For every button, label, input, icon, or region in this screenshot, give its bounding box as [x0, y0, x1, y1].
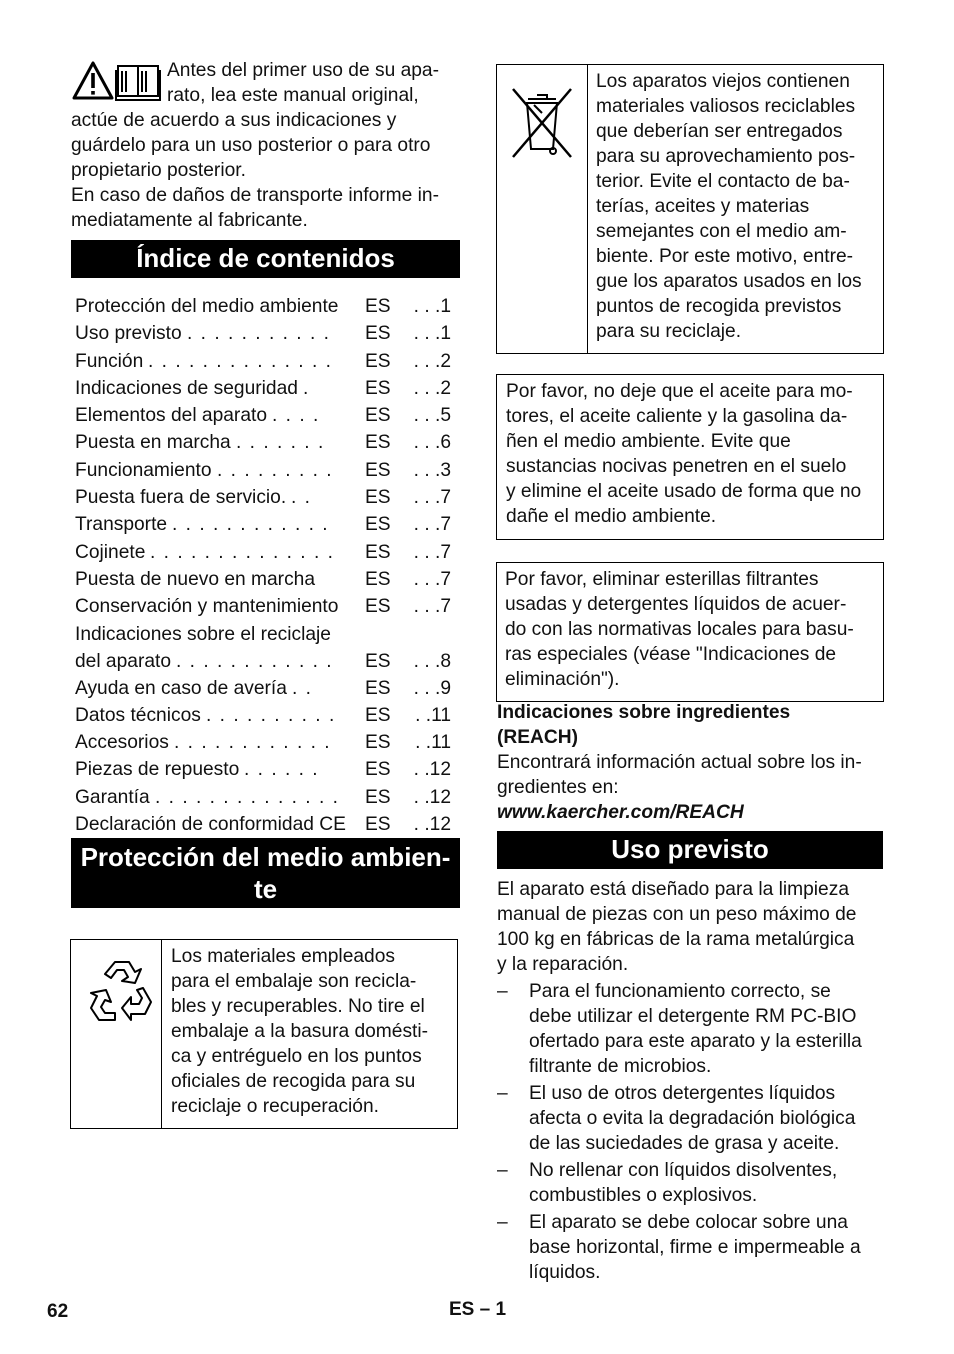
weee-text-line: para su reciclaje.: [596, 321, 742, 342]
intro-icons: [71, 58, 163, 108]
filter-text-line: ras especiales (véase "Indicaciones de: [505, 644, 837, 665]
intended-use-item: [497, 1081, 887, 1156]
manual-book-icon: [116, 66, 160, 100]
toc-entry-title: [75, 811, 346, 838]
filter-disposal-notice: [496, 562, 884, 702]
toc-entry-title-text: Indicaciones de seguridad: [75, 377, 298, 399]
toc-entry[interactable]: [75, 702, 460, 729]
toc-entry[interactable]: [75, 784, 460, 811]
intended-use-item-line: afecta o evita la degradación biológica: [529, 1108, 856, 1129]
toc-entry-leader: . . . . . . . . . .: [206, 704, 336, 726]
intended-use-item-line: debe utilizar el detergente RM PC-BIO: [529, 1006, 857, 1027]
bullet-dash: –: [497, 1212, 508, 1233]
section-page-label: [449, 1297, 506, 1322]
toc-entry[interactable]: [75, 457, 460, 484]
weee-text-line: que deberían ser entregados: [596, 121, 843, 142]
toc-entry-leader: . . . . . . . . . . . .: [174, 732, 332, 754]
toc-entry-page: . . .6: [413, 432, 451, 454]
oil-text-line: sustancias nocivas penetren en el suelo: [506, 456, 847, 477]
toc-entry[interactable]: [75, 375, 460, 402]
weee-text: [596, 69, 878, 344]
toc-entry-title-text: Declaración de conformidad CE: [75, 814, 346, 836]
oil-text-line: tores, el aceite caliente y la gasolina da-: [506, 406, 848, 427]
filter-text: [505, 567, 877, 692]
toc-entry-leader: . . . .: [272, 405, 320, 427]
toc-entry-title: [75, 429, 231, 456]
toc-entry-page: . .12: [413, 814, 451, 836]
toc-entry-title-text: Piezas de repuesto: [75, 759, 240, 781]
intended-use-item-line: El aparato se debe colocar sobre una: [529, 1212, 848, 1233]
toc-entry-title-text: Transporte: [75, 514, 168, 536]
weee-text-line: materiales valiosos reciclables: [596, 96, 856, 117]
toc-entry-page: . . .1: [413, 323, 451, 345]
toc-entry-page: . . .1: [413, 296, 451, 317]
toc-entry-title: [75, 593, 338, 620]
toc-entry-title: [75, 293, 338, 320]
recycle-icon: [71, 940, 161, 1128]
toc-entry-title-text: Funcionamiento: [75, 459, 212, 481]
toc-entry-title: [75, 320, 182, 347]
toc-entry-page: . . .3: [413, 459, 451, 481]
intended-use-item-line: de las suciedades de grasa y aceite.: [529, 1133, 840, 1154]
warning-triangle-icon: [74, 63, 112, 98]
recycle-text-line: Los materiales empleados: [171, 946, 395, 967]
environment-heading-line: Protección del medio ambien-: [80, 842, 451, 872]
intended-use-line: El aparato está diseñado para la limpieza: [497, 879, 849, 900]
toc-entry-page: . . .7: [413, 487, 451, 509]
intended-use-item-line: ofertado para este aparato y la esterilla: [529, 1031, 862, 1052]
weee-text-line: Los aparatos viejos contienen: [596, 71, 850, 92]
recycle-text-line: bles y recuperables. No tire el: [171, 996, 425, 1017]
section-separator: –: [479, 1299, 491, 1320]
toc-entry-title: [75, 675, 287, 702]
intended-use-item-line: filtrante de microbios.: [529, 1056, 712, 1077]
toc-entry-lang: ES: [365, 650, 391, 672]
toc-entry-lang: ES: [365, 814, 391, 836]
intended-use-intro: [497, 877, 887, 977]
toc-entry[interactable]: [75, 539, 460, 566]
recycle-text: [171, 944, 451, 1119]
toc-entry-title: [75, 566, 315, 593]
toc-entry-leader: . . . . . . . . .: [217, 459, 334, 481]
toc-entry-leader: . . . . . .: [244, 759, 320, 781]
toc-entry-lang: ES: [365, 377, 391, 399]
intended-use-line: 100 kg en fábricas de la rama metalúrgica: [497, 929, 855, 950]
toc-entry-lang: ES: [365, 732, 391, 754]
toc-entry[interactable]: [75, 593, 460, 620]
toc-entry-lang: ES: [365, 759, 391, 781]
toc-entry-page: . . .7: [413, 514, 451, 536]
toc-entry-title-text: Puesta de nuevo en marcha: [75, 568, 316, 590]
intended-use-item-line: Para el funcionamiento correcto, se: [529, 981, 831, 1002]
reach-body: Encontrará información actual sobre los in-: [497, 752, 862, 773]
toc-entry[interactable]: [75, 621, 460, 675]
toc-entry-title-text: Elementos del aparato: [75, 405, 267, 427]
toc-entry-leader: . . . . . . . . . . . . . .: [148, 350, 333, 372]
toc-entry-title: [75, 702, 201, 729]
toc-entry-title-text: Puesta en marcha: [75, 432, 231, 454]
toc-entry-title-text: Uso previsto: [75, 323, 182, 345]
weee-text-line: biente. Por este motivo, entre-: [596, 246, 854, 267]
weee-symbol-cell: [497, 65, 588, 353]
toc-entry-page: . .12: [413, 786, 451, 808]
intended-use-list: [497, 979, 887, 1285]
toc-entry-lang: ES: [365, 568, 391, 590]
toc-entry-title: [75, 457, 212, 484]
toc-entry-title-text: Garantía: [75, 786, 150, 808]
oil-text-line: Por favor, no deje que el aceite para mo-: [506, 381, 853, 402]
reach-body: gredientes en:: [497, 777, 619, 798]
toc-entry-title: [75, 756, 239, 783]
intended-use-item-line: combustibles o explosivos.: [529, 1185, 758, 1206]
toc-entry-leader: . .: [291, 487, 312, 509]
toc-entry[interactable]: [75, 511, 460, 538]
intended-use-item: [497, 1158, 887, 1208]
intended-use-item-line: No rellenar con líquidos disolventes,: [529, 1160, 838, 1181]
weee-text-line: puntos de recogida previstos: [596, 296, 842, 317]
toc-entry-page: . .11: [415, 704, 451, 726]
toc-entry[interactable]: [75, 293, 460, 320]
toc-entry-lang: ES: [365, 677, 391, 699]
toc-entry[interactable]: [75, 348, 460, 375]
toc-entry-leader: . . . . . . . . . . . .: [172, 514, 330, 536]
recycle-text-line: oficiales de recogida para su: [171, 1071, 416, 1092]
toc-entry-lang: ES: [365, 596, 391, 618]
toc-entry-title: [75, 784, 150, 811]
toc-entry-page: . . .2: [413, 350, 451, 372]
recycle-text-line: para el embalaje son recicla-: [171, 971, 417, 992]
intro-line: guárdelo para un uso posterior o para otro: [71, 135, 431, 156]
bullet-dash: –: [497, 1160, 508, 1181]
toc-heading: Índice de contenidos: [71, 240, 460, 278]
warning-manual-icons: [71, 58, 163, 102]
toc-entry-page: . . .9: [413, 677, 451, 699]
intended-use-line: manual de piezas con un peso máximo de: [497, 904, 857, 925]
intro-line: mediatamente al fabricante.: [71, 210, 308, 231]
crossed-bin-icon: [497, 65, 587, 353]
toc-entry-lang: ES: [365, 541, 391, 563]
toc-entry-lang: ES: [365, 459, 391, 481]
toc-entry-leader: . . . . . . . . . . . . . .: [155, 786, 340, 808]
section-page: 1: [495, 1299, 507, 1320]
toc-entry[interactable]: [75, 402, 460, 429]
intro-line: En caso de daños de transporte informe in-: [71, 185, 439, 206]
packaging-recycling-notice: [70, 939, 458, 1129]
intro-notice: [71, 58, 461, 233]
recycle-text-line: ca y entréguelo en los puntos: [171, 1046, 422, 1067]
environment-heading: [71, 838, 460, 908]
oil-text: [506, 379, 876, 529]
toc-entry-title-text: Cojinete: [75, 541, 146, 563]
toc-entry[interactable]: [75, 756, 460, 783]
toc-entry-leader: . . . . . . . . . . . .: [176, 650, 334, 672]
intended-use-item-line: El uso de otros detergentes líquidos: [529, 1083, 836, 1104]
reach-heading: Indicaciones sobre ingredientes: [497, 702, 791, 723]
intro-line: propietario posterior.: [71, 160, 246, 181]
reach-heading: (REACH): [497, 727, 579, 748]
toc-entry-title-text: Conservación y mantenimiento: [75, 596, 339, 618]
oil-text-line: dañe el medio ambiente.: [506, 506, 717, 527]
bullet-dash: –: [497, 981, 508, 1002]
environment-heading-line: te: [253, 874, 278, 904]
toc-entry-title-text: Puesta fuera de servicio.: [75, 487, 287, 509]
toc-entry-lang: ES: [365, 786, 391, 808]
weee-text-line: para su aprovechamiento pos-: [596, 146, 856, 167]
toc-entry-title-text: Ayuda en caso de avería: [75, 677, 287, 699]
toc-entry[interactable]: [75, 675, 460, 702]
reach-link[interactable]: www.kaercher.com/REACH: [497, 802, 744, 823]
weee-text-line: gue los aparatos usados en los: [596, 271, 862, 292]
toc-entry-lang: ES: [365, 487, 391, 509]
intended-use-item-line: líquidos.: [529, 1262, 601, 1283]
toc-entry-lang: ES: [365, 514, 391, 536]
bullet-dash: –: [497, 1083, 508, 1104]
intro-line: actúe de acuerdo a sus indicaciones y: [71, 110, 397, 131]
toc-entry[interactable]: [75, 811, 460, 838]
toc-entry-leader: .: [303, 377, 310, 399]
intro-line: Antes del primer uso de su apa-: [167, 60, 439, 81]
toc-entry-title-text: Indicaciones sobre el reciclaje: [75, 623, 331, 645]
intro-line: rato, lea este manual original,: [167, 85, 419, 106]
weee-text-line: semejantes con el medio am-: [596, 221, 847, 242]
toc-entry-page: . . .2: [413, 377, 451, 399]
filter-text-line: usadas y detergentes líquidos de acuer-: [505, 594, 847, 615]
toc-entry-title: [75, 729, 169, 756]
toc-entry-lang: ES: [365, 323, 391, 345]
toc-entry[interactable]: [75, 484, 460, 511]
intended-use-line: y la reparación.: [497, 954, 629, 975]
oil-text-line: ñen el medio ambiente. Evite que: [506, 431, 791, 452]
toc-entry-page: . . .7: [413, 541, 451, 563]
toc-entry-page: . .11: [415, 732, 451, 754]
toc-entry-leader: . . . . . . .: [236, 432, 325, 454]
toc-entry-page: . . .8: [413, 650, 451, 672]
toc-entry-leader: . . . . . . . . . . . . . .: [150, 541, 335, 563]
toc-entry-lang: ES: [365, 350, 391, 372]
reach-section: [497, 700, 887, 825]
toc-entry-title: [75, 511, 167, 538]
toc-entry-title-text: Datos técnicos: [75, 704, 201, 726]
recycle-text-line: reciclaje o recuperación.: [171, 1096, 379, 1117]
toc-entry[interactable]: [75, 320, 460, 347]
intended-use-heading: Uso previsto: [497, 831, 883, 869]
toc-entry-lang: ES: [365, 296, 391, 317]
toc-entry-page: . .12: [413, 759, 451, 781]
toc-entry-leader: . .: [292, 677, 313, 699]
toc-entry-title-text: Accesorios: [75, 732, 169, 754]
oil-text-line: y elimine el aceite usado de forma que no: [506, 481, 862, 502]
toc-entry-title: [75, 539, 145, 566]
toc-entry-page: . . .5: [413, 405, 451, 427]
toc-entry[interactable]: [75, 429, 460, 456]
toc-entry[interactable]: [75, 729, 460, 756]
filter-text-line: do con las normativas locales para basu-: [505, 619, 854, 640]
toc-entry-lang: ES: [365, 405, 391, 427]
toc-entry-leader: . . . . . . . . . . .: [187, 323, 331, 345]
section-code: ES: [449, 1299, 475, 1320]
toc-entry-lang: ES: [365, 432, 391, 454]
old-appliances-notice: [496, 64, 884, 354]
toc-entry-title-text: del aparato: [75, 650, 172, 672]
filter-text-line: eliminación").: [505, 669, 620, 690]
toc-entry-title: [75, 348, 143, 375]
toc-entry-page: . . .7: [413, 596, 451, 618]
table-of-contents: [75, 293, 460, 838]
intended-use-item-line: base horizontal, firme e impermeable a: [529, 1237, 861, 1258]
toc-entry-title-text: Función: [75, 350, 144, 372]
oil-disposal-notice: [496, 374, 884, 540]
recycle-text-line: embalaje a la basura domésti-: [171, 1021, 429, 1042]
filter-text-line: Por favor, eliminar esterillas filtrantes: [505, 569, 819, 590]
toc-entry-title: [75, 484, 286, 511]
toc-entry-lang: ES: [365, 704, 391, 726]
toc-entry[interactable]: [75, 566, 460, 593]
weee-text-line: terías, aceites y materias: [596, 196, 810, 217]
toc-entry-title: [75, 375, 298, 402]
intended-use-item: [497, 1210, 887, 1285]
toc-entry-title-text: Protección del medio ambiente: [75, 296, 339, 317]
toc-entry-page: . . .7: [413, 568, 451, 590]
page-number: 62: [47, 1301, 69, 1322]
recycle-symbol-cell: [71, 940, 162, 1128]
intended-use-section: [497, 877, 887, 1285]
weee-text-line: terior. Evite el contacto de ba-: [596, 171, 850, 192]
toc-entry-title: [75, 402, 267, 429]
intended-use-item: [497, 979, 887, 1079]
